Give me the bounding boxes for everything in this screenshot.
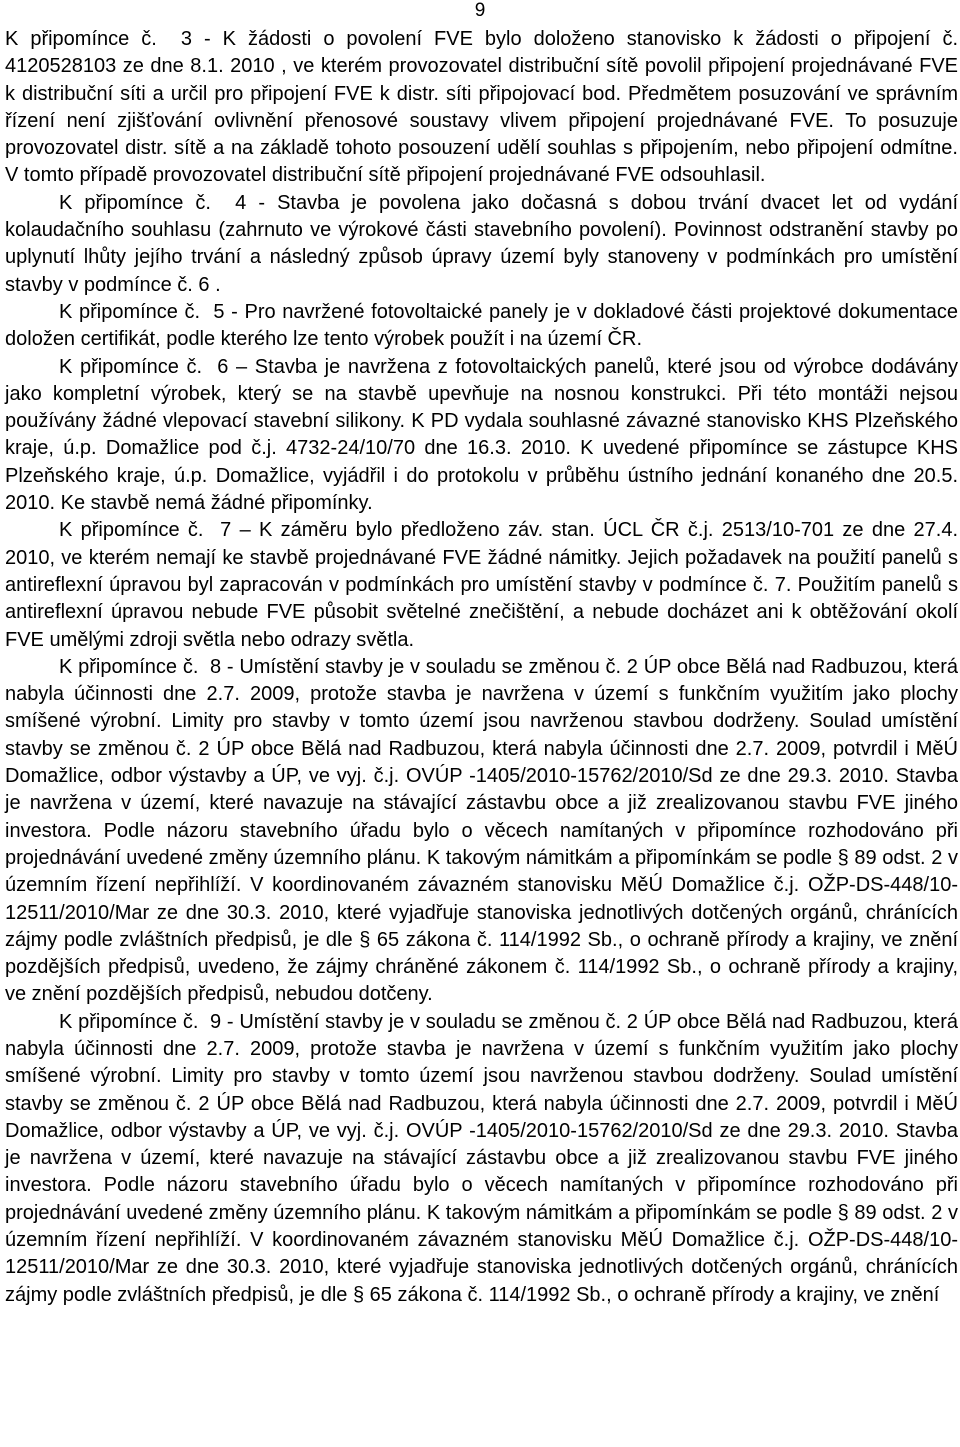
remark-number: 4: [235, 191, 247, 214]
remark-text: Stavba je navržena z fotovoltaických panelů, které jsou od výrobce dodávány jako kompletní výrobek, který se na stavbě upevňuje na nosnou konstrukci. Při této montáži nejsou používány žádné vlepovací stavební silikony. K PD vydala souhlasné závazné stanovisko KHS Plzeňského kraje, ú.p. Domažlice pod č.j. 4732-24/10/70 dne 16.3. 2010. K uvedené připomínce se zástupce KHS Plzeňského kraje, ú.p. Domažlice, vyjádřil i do protokolu v průběhu ústního jednání konaného dne 20.5. 2010. Ke stavbě nemá žádné připomínky.: [5, 355, 958, 515]
remark-number: 8: [209, 655, 222, 678]
remark-separator: -: [231, 300, 238, 323]
remark-text: Pro navržené fotovoltaické panely je v dokladové části projektové dokumentace doložen certifikát, podle kterého lze tento výrobek použít i na území ČR.: [5, 300, 958, 351]
remark-number: 9: [209, 1010, 222, 1033]
remark-text: Umístění stavby je v souladu se změnou č. 2 ÚP obce Bělá nad Radbuzou, která nabyla účinnosti dne 2.7. 2009, protože stavba je navržena v území s funkčním využitím jako plochy smíšené výrobní. Limity pro stavby v tomto území jsou navrženou stavbou dodrženy. Soulad umístění stavby se změnou č. 2 ÚP obce Bělá nad Radbuzou, která nabyla účinnosti dne 2.7. 2009, potvrdil i MěÚ Domažlice, odbor výstavby a ÚP, ve vyj. č.j. OVÚP -1405/2010-15762/2010/Sd ze dne 29.3. 2010. Stavba je navržena v území, které navazuje na stávající zástavbu obce a již zrealizovanou stavbu FVE jiného investora. Podle názoru stavebního úřadu bylo o věcech namítaných v připomínce rozhodováno při projednávání uvedené změny územního plánu. K takovým námitkám a připomínkám se podle § 89 odst. 2 v územním řízení nepřihlíží. V koordinovaném závazném stanovisku MěÚ Domažlice č.j. OŽP-DS-448/10-12511/2010/Mar ze dne 30.3. 2010, které vyjadřuje stanoviska jednotlivých dotčených orgánů, chránících zájmy podle zvláštních předpisů, je dle § 65 zákona č. 114/1992 Sb., o ochraně přírody a krajiny, ve znění: [5, 1010, 958, 1306]
remark-text: Stavba je povolena jako dočasná s dobou trvání dvacet let od vydání kolaudačního souhlasu (zahrnuto ve výrokové části stavebního povolení). Povinnost odstranění stavby po uplynutí lhůty jejího trvání a následný způsob úpravy území byly stanoveny v podmínkách pro umístění stavby v podmínce č. 6 .: [5, 191, 959, 296]
paragraph-remark-5: [5, 299, 958, 354]
page-number: 9: [474, 0, 486, 21]
remark-number: 7: [220, 519, 232, 542]
paragraph-remark-6: [5, 354, 958, 518]
remark-heading: K připomínce č.: [59, 655, 199, 678]
remark-number: 5: [213, 300, 225, 323]
remark-separator: -: [226, 655, 234, 678]
remark-number: 3: [180, 28, 192, 50]
remark-heading: K připomínce č.: [59, 355, 203, 378]
paragraph-remark-8: [5, 654, 958, 1009]
paragraph-remark-4: [5, 190, 958, 299]
remark-text: K žádosti o povolení FVE bylo doloženo stanovisko k žádosti o připojení č. 4120528103 ze dne 8.1. 2010 , ve kterém provozovatel distribuční sítě povolil připojení projednávané FVE k distribuční síti a určil pro připojení FVE k distr. síti připojovací bod. Předmětem posuzování ve správním řízení není zjišťování ovlivnění přenosové soustavy vlivem připojení projednávané FVE. To posuzuje provozovatel distr. sítě a na základě tohoto posouzení udělí souhlas s připojením, nebo připojení odmítne. V tomto případě provozovatel distribuční sítě připojení projednávané FVE odsouhlasil.: [5, 28, 959, 187]
remark-text: K záměru bylo předloženo záv. stan. ÚCL ČR č.j. 2513/10-701 ze dne 27.4. 2010, ve kterém nemají ke stavbě projednávané FVE žádné námitky. Jejich požadavek na použití panelů s antireflexní úpravou byl zapracován v podmínkách pro umístění stavby v podmínce č. 7. Použitím panelů s antireflexní úpravou nebude FVE působit světelné znečištění, a nebude docházet ani k obtěžování okolí FVE umělými zdroji světla nebo odrazy světla.: [5, 519, 959, 651]
remark-text: Umístění stavby je v souladu se změnou č. 2 ÚP obce Bělá nad Radbuzou, která nabyla účinnosti dne 2.7. 2009, protože stavba je navržena v území s funkčním využitím jako plochy smíšené výrobní. Limity pro stavby v tomto území jsou navrženou stavbou dodrženy. Soulad umístění stavby se změnou č. 2 ÚP obce Bělá nad Radbuzou, která nabyla účinnosti dne 2.7. 2009, potvrdil i MěÚ Domažlice, odbor výstavby a ÚP, ve vyj. č.j. OVÚP -1405/2010-15762/2010/Sd ze dne 29.3. 2010. Stavba je navržena v území, které navazuje na stávající zástavbu obce a již zrealizovanou stavbu FVE jiného investora. Podle názoru stavebního úřadu bylo o věcech namítaných v připomínce rozhodováno při projednávání uvedené změny územního plánu. K takovým námitkám a připomínkám se podle § 89 odst. 2 v územním řízení nepřihlíží. V koordinovaném závazném stanovisku MěÚ Domažlice č.j. OŽP-DS-448/10-12511/2010/Mar ze dne 30.3. 2010, které vyjadřuje stanoviska jednotlivých dotčených orgánů, chránících zájmy podle zvláštních předpisů, je dle § 65 zákona č. 114/1992 Sb., o ochraně přírody a krajiny, ve znění pozdějších předpisů, uvedeno, že zájmy chráněné zákonem č. 114/1992 Sb., o ochraně přírody a krajiny, ve znění pozdějších předpisů, nebudou dotčeny.: [5, 655, 958, 1006]
remark-heading: K připomínce č.: [59, 191, 211, 214]
remark-separator: –: [236, 355, 248, 378]
document-body: [5, 26, 958, 1309]
paragraph-remark-3: [5, 26, 958, 190]
remark-heading: K připomínce č.: [59, 300, 201, 323]
remark-heading: K připomínce č.: [59, 1010, 199, 1033]
remark-separator: -: [258, 191, 265, 214]
remark-separator: -: [226, 1010, 234, 1033]
remark-number: 6: [217, 355, 229, 378]
paragraph-remark-7: [5, 517, 958, 653]
remark-separator: –: [239, 519, 251, 542]
remark-heading: K připomínce č.: [59, 519, 204, 542]
remark-separator: -: [203, 28, 211, 50]
remark-heading: K připomínce č.: [5, 28, 157, 50]
paragraph-remark-9: [5, 1009, 958, 1309]
